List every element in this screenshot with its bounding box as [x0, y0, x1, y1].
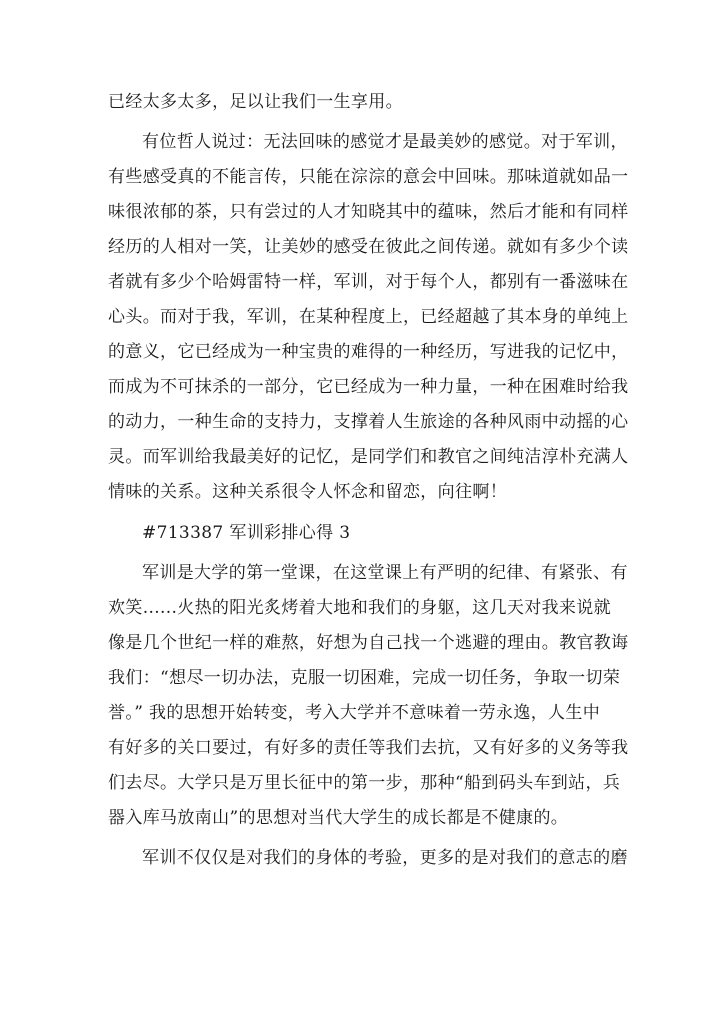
paragraph-line: 有位哲人说过：无法回味的感觉才是最美妙的感觉。对于军训，	[142, 132, 628, 152]
paragraph-line: 经历的人相对一笑，让美妙的感受在彼此之间传递。就如有多少个读	[108, 237, 629, 257]
paragraph-line: 们去尽。大学只是万里长征中的第一步，那种“船到码头车到站，兵	[108, 773, 621, 793]
paragraph-line: 欢笑......火热的阳光炙烤着大地和我们的身躯，这几天对我来说就	[108, 598, 611, 618]
paragraph-line: 已经太多太多，足以让我们一生享用。	[108, 92, 403, 112]
paragraph-line: 的动力，一种生命的支持力，支撑着人生旅途的各种风雨中动摇的心	[108, 412, 629, 432]
paragraph-line: 军训是大学的第一堂课，在这堂课上有严明的纪律、有紧张、有	[142, 563, 628, 583]
paragraph-line: 有好多的关口要过，有好多的责任等我们去抗，又有好多的义务等我	[108, 738, 629, 758]
paragraph-line: 而成为不可抹杀的一部分，它已经成为一种力量，一种在困难时给我	[108, 377, 629, 397]
paragraph-line: 誉。” 我的思想开始转变，考入大学并不意味着一劳永逸，人生中	[108, 703, 601, 723]
paragraph-line: 像是几个世纪一样的难熬，好想为自己找一个逃避的理由。教官教诲	[108, 633, 629, 653]
paragraph-line: 有些感受真的不能言传，只能在淙淙的意会中回味。那味道就如品一	[108, 167, 629, 187]
paragraph-line: 的意义，它已经成为一种宝贵的难得的一种经历，写进我的记忆中，	[108, 342, 629, 362]
paragraph-line: 者就有多少个哈姆雷特一样，军训，对于每个人，都别有一番滋味在	[108, 272, 629, 292]
paragraph-line: 军训不仅仅是对我们的身体的考验，更多的是对我们的意志的磨	[142, 848, 628, 868]
section-heading: #713387 军训彩排心得 3	[142, 523, 351, 543]
paragraph-line: 心头。而对于我，军训，在某种程度上，已经超越了其本身的单纯上	[108, 307, 629, 327]
paragraph-line: 情味的关系。这种关系很令人怀念和留恋，向往啊！	[108, 482, 508, 502]
paragraph-line: 器入库马放南山”的思想对当代大学生的成长都是不健康的。	[108, 808, 569, 828]
paragraph-line: 我们：“想尽一切办法，克服一切困难，完成一切任务，争取一切荣	[108, 668, 621, 688]
paragraph-line: 灵。而军训给我最美好的记忆，是同学们和教官之间纯洁淳朴充满人	[108, 447, 629, 467]
paragraph-line: 味很浓郁的茶，只有尝过的人才知晓其中的蕴味，然后才能和有同样	[108, 202, 629, 222]
